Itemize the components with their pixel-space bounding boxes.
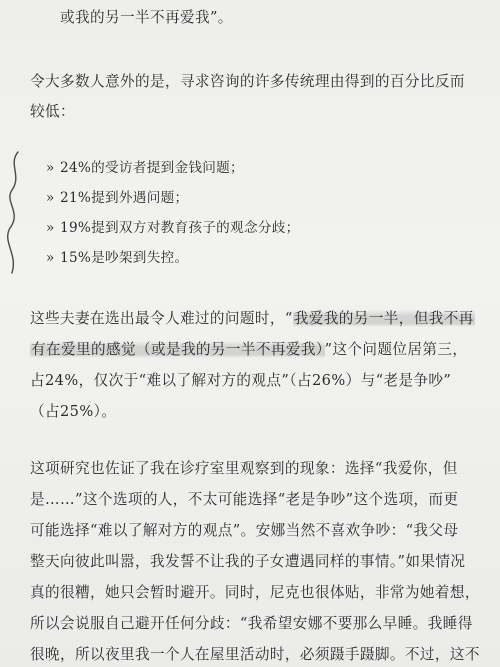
bullet-item: » 21%提到外遇问题； [46,190,189,206]
text-line: 整天向彼此叫嚣，我发誓不让我的子女遭遇同样的事情。”如果情况 [30,553,466,570]
bullet-mark: » [46,190,55,206]
bullet-item: » 19%提到双方对教育孩子的观念分歧； [46,220,300,236]
bullet-mark: » [46,250,55,266]
text-line: 是……”这个选项的人，不太可能选择“老是争吵”这个选项，而更 [30,491,459,508]
text-line: 可能选择“难以了解对方的观点”。安娜当然不喜欢争吵：“我父母 [30,522,459,539]
bullet-mark: » [46,220,55,236]
bullet-mark: » [46,160,55,176]
text-line: 或我的另一半不再爱我”。 [60,9,233,26]
pencil-bracket-mark [0,150,30,275]
text-line: 有在爱里的感觉（或是我的另一半不再爱我）”这个问题位居第三， [31,341,468,358]
text-line: 所以会说服自己避开任何分歧：“我希望安娜不要那么早睡。我睡得 [30,615,473,632]
text-line: 令大多数人意外的是，寻求咨询的许多传统理由得到的百分比反而 [30,73,465,90]
text-line: 这项研究也佐证了我在诊疗室里观察到的现象：选择“我爱你，但 [30,460,458,477]
text-line: 占24%，仅次于“难以了解对方的观点”（占26%）与“老是争吵” [30,372,452,389]
bullet-item: » 15%是吵架到失控。 [46,250,189,266]
highlighted-text: 我爱我的另一半，但我不再 [293,310,474,327]
text-line: 较低： [30,103,75,120]
bullet-item: » 24%的受访者提到金钱问题； [46,160,244,176]
highlighted-text: 有在爱里的感觉（或是我的另一半不再爱我） [31,341,324,358]
text-line: 真的很糟，她只会暂时避开。同时，尼克也很体贴，非常为她着想， [30,584,480,601]
text-line: 这些夫妻在选出最令人难过的问题时，“我爱我的另一半，但我不再 [30,310,474,327]
text-line: （占25%）。 [30,403,117,420]
text-line: 很晚，所以夜里我一个人在屋里活动时，必须蹑手蹑脚。不过，这不 [30,646,480,663]
